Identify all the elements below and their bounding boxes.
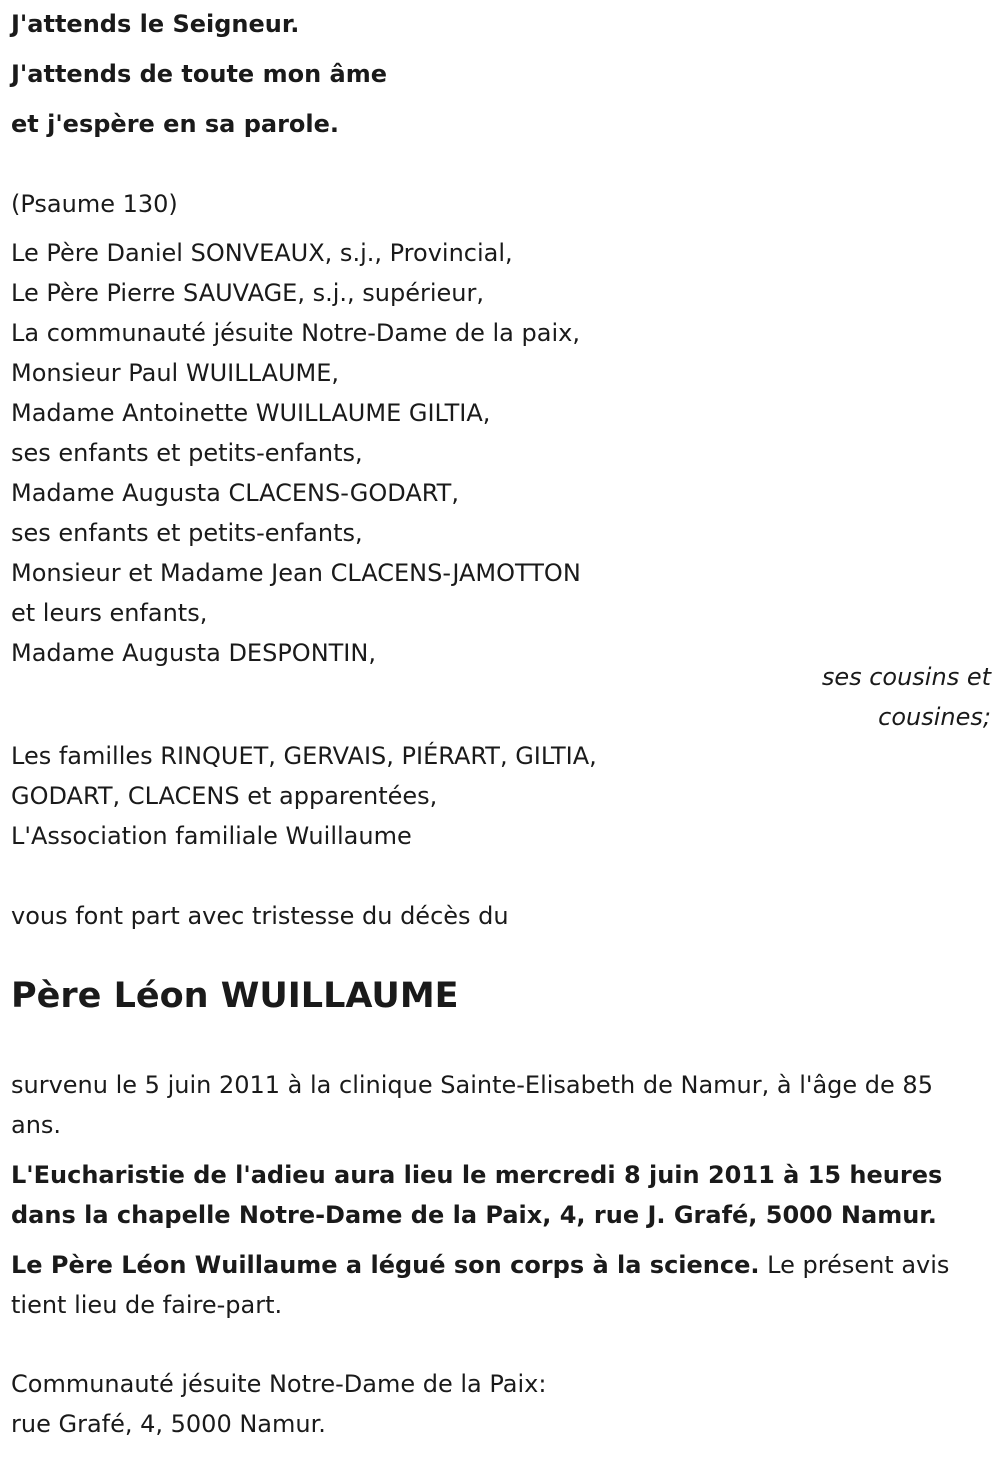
mourner-line: ses enfants et petits-enfants,: [11, 439, 363, 467]
contact-line-1: Communauté jésuite Notre-Dame de la Paix:: [11, 1370, 547, 1398]
death-details: survenu le 5 juin 2011 à la clinique Sainte-Elisabeth de Namur, à l'âge de 85 ans.: [11, 1071, 933, 1139]
mourner-line: Madame Antoinette WUILLAUME GILTIA,: [11, 399, 491, 427]
mourner-line: ses enfants et petits-enfants,: [11, 519, 363, 547]
body-donation-paragraph: [11, 1245, 986, 1325]
mourner-line: La communauté jésuite Notre-Dame de la paix,: [11, 319, 580, 347]
deceased-name: Père Léon WUILLAUME: [11, 976, 459, 1016]
verse-reference: (Psaume 130): [11, 190, 178, 218]
mourner-line: et leurs enfants,: [11, 599, 208, 627]
faire-part-note: Le présent avis tient lieu de faire-part.: [11, 1251, 950, 1319]
eucharist-info: L'Eucharistie de l'adieu aura lieu le mercredi 8 juin 2011 à 15 heures dans la chapelle Notre-Dame de la Paix, 4, rue J. Grafé, 5000 Namur.: [11, 1161, 943, 1229]
cousins-block: [822, 657, 991, 737]
verse-line-3: et j'espère en sa parole.: [11, 110, 340, 138]
families-line: L'Association familiale Wuillaume: [11, 822, 412, 850]
cousins-line-1: ses cousins et: [821, 663, 991, 691]
verse-line-2: J'attends de toute mon âme: [11, 60, 387, 88]
mourner-line: Le Père Pierre SAUVAGE, s.j., supérieur,: [11, 279, 484, 307]
contact-line-2: rue Grafé, 4, 5000 Namur.: [11, 1410, 326, 1438]
announcement-text: vous font part avec tristesse du décès du: [11, 902, 509, 930]
families-line: GODART, CLACENS et apparentées,: [11, 782, 438, 810]
mourner-line: Madame Augusta DESPONTIN,: [11, 639, 376, 667]
mourner-line: Le Père Daniel SONVEAUX, s.j., Provincial,: [11, 239, 513, 267]
cousins-line-2: cousines;: [878, 703, 991, 731]
mourner-line: Madame Augusta CLACENS-GODART,: [11, 479, 459, 507]
mourner-line: Monsieur et Madame Jean CLACENS-JAMOTTON: [11, 559, 581, 587]
body-donation-statement: Le Père Léon Wuillaume a légué son corps à la science.: [11, 1251, 760, 1279]
mourner-line: Monsieur Paul WUILLAUME,: [11, 359, 340, 387]
verse-line-1: J'attends le Seigneur.: [11, 10, 300, 38]
families-line: Les familles RINQUET, GERVAIS, PIÉRART, GILTIA,: [11, 742, 597, 770]
